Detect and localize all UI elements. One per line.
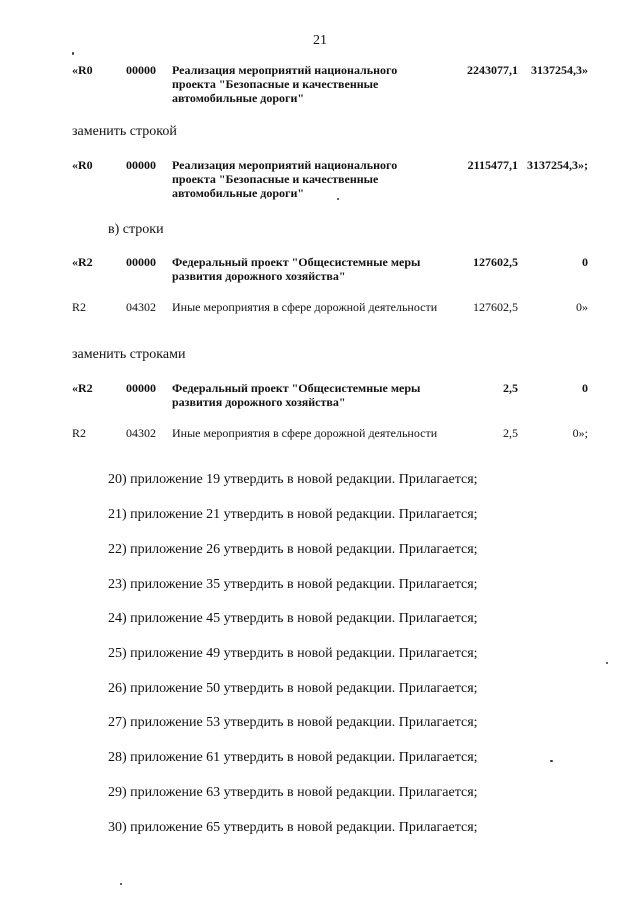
row-value-2: 3137254,3» <box>531 63 588 77</box>
row-name: Иные мероприятия в сфере дорожной деятельности <box>172 426 438 440</box>
row-subcode: 00000 <box>126 255 156 269</box>
row-name: Федеральный проект "Общесистемные меры развития дорожного хозяйства" <box>172 381 421 409</box>
list-item: 29) приложение 63 утвердить в новой редакции. Прилагается; <box>108 785 478 800</box>
row-value-1: 2,5 <box>503 381 518 395</box>
row-value-2: 0 <box>582 381 588 395</box>
scan-speck <box>606 662 608 664</box>
note-replace-row: заменить строкой <box>72 124 177 139</box>
list-item: 25) приложение 49 утвердить в новой редакции. Прилагается; <box>108 646 478 661</box>
row-code: «R2 <box>72 255 93 269</box>
scan-speck <box>337 198 339 200</box>
list-item: 27) приложение 53 утвердить в новой редакции. Прилагается; <box>108 715 478 730</box>
row-subcode: 04302 <box>126 300 156 314</box>
row-name: Реализация мероприятий национального проекта "Безопасные и качественные автомобильные дороги" <box>172 63 398 105</box>
row-code: R2 <box>72 426 87 440</box>
list-item: 20) приложение 19 утвердить в новой редакции. Прилагается; <box>108 472 478 487</box>
row-subcode: 00000 <box>126 158 156 172</box>
row-code: «R2 <box>72 381 93 395</box>
row-name: Реализация мероприятий национального проекта "Безопасные и качественные автомобильные дороги" <box>172 158 398 200</box>
list-item: 26) приложение 50 утвердить в новой редакции. Прилагается; <box>108 681 478 696</box>
list-item: 21) приложение 21 утвердить в новой редакции. Прилагается; <box>108 507 478 522</box>
scan-speck <box>120 883 122 885</box>
row-value-1: 127602,5 <box>473 255 518 269</box>
list-item: 28) приложение 61 утвердить в новой редакции. Прилагается; <box>108 750 478 765</box>
list-item: 23) приложение 35 утвердить в новой редакции. Прилагается; <box>108 577 478 592</box>
note-replace-rows: заменить строками <box>72 347 186 362</box>
row-name: Иные мероприятия в сфере дорожной деятельности <box>172 300 438 314</box>
row-value-2: 0»; <box>572 426 588 440</box>
row-code: R2 <box>72 300 87 314</box>
row-value-1: 2,5 <box>503 426 518 440</box>
row-value-1: 127602,5 <box>473 300 518 314</box>
row-name: Федеральный проект "Общесистемные меры развития дорожного хозяйства" <box>172 255 421 283</box>
list-item: 30) приложение 65 утвердить в новой редакции. Прилагается; <box>108 820 478 835</box>
note-rows-v: в) строки <box>108 222 164 237</box>
row-value-2: 3137254,3»; <box>527 158 588 172</box>
row-subcode: 00000 <box>126 381 156 395</box>
row-subcode: 04302 <box>126 426 156 440</box>
row-subcode: 00000 <box>126 63 156 77</box>
row-value-1: 2115477,1 <box>467 158 518 172</box>
scan-speck <box>550 760 553 762</box>
row-code: «R0 <box>72 63 93 77</box>
page-number: 21 <box>313 33 327 48</box>
row-code: «R0 <box>72 158 93 172</box>
row-value-1: 2243077,1 <box>467 63 518 77</box>
scan-speck <box>72 52 74 55</box>
row-value-2: 0 <box>582 255 588 269</box>
row-value-2: 0» <box>576 300 588 314</box>
list-item: 22) приложение 26 утвердить в новой редакции. Прилагается; <box>108 542 478 557</box>
list-item: 24) приложение 45 утвердить в новой редакции. Прилагается; <box>108 611 478 626</box>
